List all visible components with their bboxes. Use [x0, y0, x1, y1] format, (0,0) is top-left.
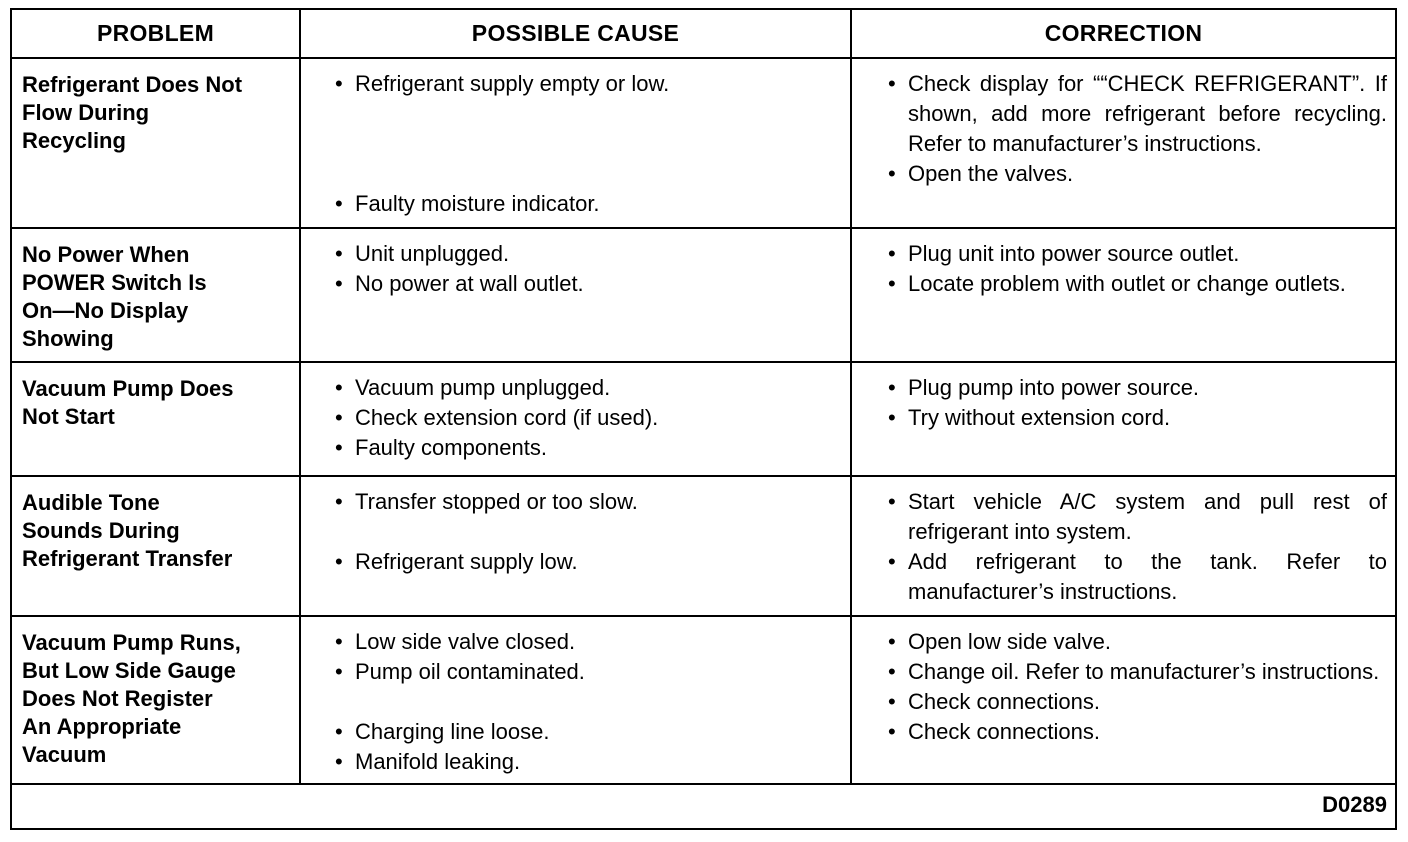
- correction-item: • Start vehicle A/C system and pull rest of refrigerant into system.: [888, 487, 1387, 547]
- problem-line: Vacuum Pump Does: [22, 376, 234, 401]
- cause-cell: [300, 616, 851, 784]
- cause-item: • Check extension cord (if used).: [335, 403, 842, 433]
- problem-line: Showing: [22, 326, 114, 351]
- correction-item: • Change oil. Refer to manufacturer’s instructions.: [888, 657, 1387, 687]
- cause-item: • Charging line loose.: [335, 717, 842, 747]
- table-row: [12, 476, 1395, 616]
- table-row: [12, 58, 1395, 228]
- header-possible-cause: POSSIBLE CAUSE: [300, 10, 851, 58]
- cause-cell: [300, 362, 851, 476]
- correction-cell: [851, 476, 1395, 616]
- correction-item: • Locate problem with outlet or change outlets.: [888, 269, 1387, 299]
- table-header-row: [12, 10, 1395, 58]
- table-row: [12, 228, 1395, 362]
- problem-cell: [12, 228, 300, 362]
- cause-item: • Pump oil contaminated.: [335, 657, 842, 687]
- correction-item: • Check connections.: [888, 687, 1387, 717]
- figure-footer: [12, 786, 1395, 828]
- correction-item: • Check display for ““CHECK REFRIGERANT”. If shown, add more refrigerant before recycling. Refer to manufacturer’s instructions.: [888, 69, 1387, 159]
- problem-cell: [12, 362, 300, 476]
- correction-item: • Open the valves.: [888, 159, 1387, 189]
- correction-item: • Add refrigerant to the tank. Refer to manufacturer’s instructions.: [888, 547, 1387, 607]
- problem-line: No Power When: [22, 242, 190, 267]
- header-correction: CORRECTION: [851, 10, 1395, 58]
- correction-cell: [851, 616, 1395, 784]
- cause-item: • Faulty components.: [335, 433, 842, 463]
- cause-item: • Low side valve closed.: [335, 627, 842, 657]
- cause-cell: [300, 228, 851, 362]
- troubleshooting-chart: [10, 8, 1397, 830]
- problem-line: On—No Display: [22, 298, 189, 323]
- correction-cell: [851, 58, 1395, 228]
- cause-item: • No power at wall outlet.: [335, 269, 842, 299]
- troubleshooting-table: [12, 10, 1395, 785]
- problem-line: Refrigerant Transfer: [22, 546, 233, 571]
- cause-cell: [300, 476, 851, 616]
- problem-cell: [12, 616, 300, 784]
- correction-item: • Try without extension cord.: [888, 403, 1387, 433]
- cause-item: • Refrigerant supply low.: [335, 547, 842, 577]
- correction-item: • Plug pump into power source.: [888, 373, 1387, 403]
- problem-line: Audible Tone: [22, 490, 160, 515]
- header-problem: PROBLEM: [12, 10, 300, 58]
- cause-item: • Transfer stopped or too slow.: [335, 487, 842, 517]
- problem-line: Sounds During: [22, 518, 180, 543]
- problem-line: But Low Side Gauge: [22, 658, 236, 683]
- problem-line: Refrigerant Does Not: [22, 72, 243, 97]
- problem-line: Not Start: [22, 404, 115, 429]
- cause-item: • Unit unplugged.: [335, 239, 842, 269]
- problem-line: Recycling: [22, 128, 126, 153]
- cause-item: • Faulty moisture indicator.: [335, 189, 842, 219]
- cause-cell: [300, 58, 851, 228]
- correction-item: • Open low side valve.: [888, 627, 1387, 657]
- correction-item: • Plug unit into power source outlet.: [888, 239, 1387, 269]
- problem-line: Vacuum: [22, 742, 107, 767]
- correction-cell: [851, 362, 1395, 476]
- problem-line: An Appropriate: [22, 714, 182, 739]
- problem-line: Vacuum Pump Runs,: [22, 630, 241, 655]
- figure-code: D0289: [1322, 792, 1387, 817]
- cause-item: • Refrigerant supply empty or low.: [335, 69, 842, 99]
- table-row: [12, 362, 1395, 476]
- correction-item: • Check connections.: [888, 717, 1387, 747]
- cause-item: • Vacuum pump unplugged.: [335, 373, 842, 403]
- problem-cell: [12, 476, 300, 616]
- problem-line: Flow During: [22, 100, 150, 125]
- table-row: [12, 616, 1395, 784]
- cause-item: • Manifold leaking.: [335, 747, 842, 777]
- problem-cell: [12, 58, 300, 228]
- problem-line: Does Not Register: [22, 686, 213, 711]
- correction-cell: [851, 228, 1395, 362]
- problem-line: POWER Switch Is: [22, 270, 207, 295]
